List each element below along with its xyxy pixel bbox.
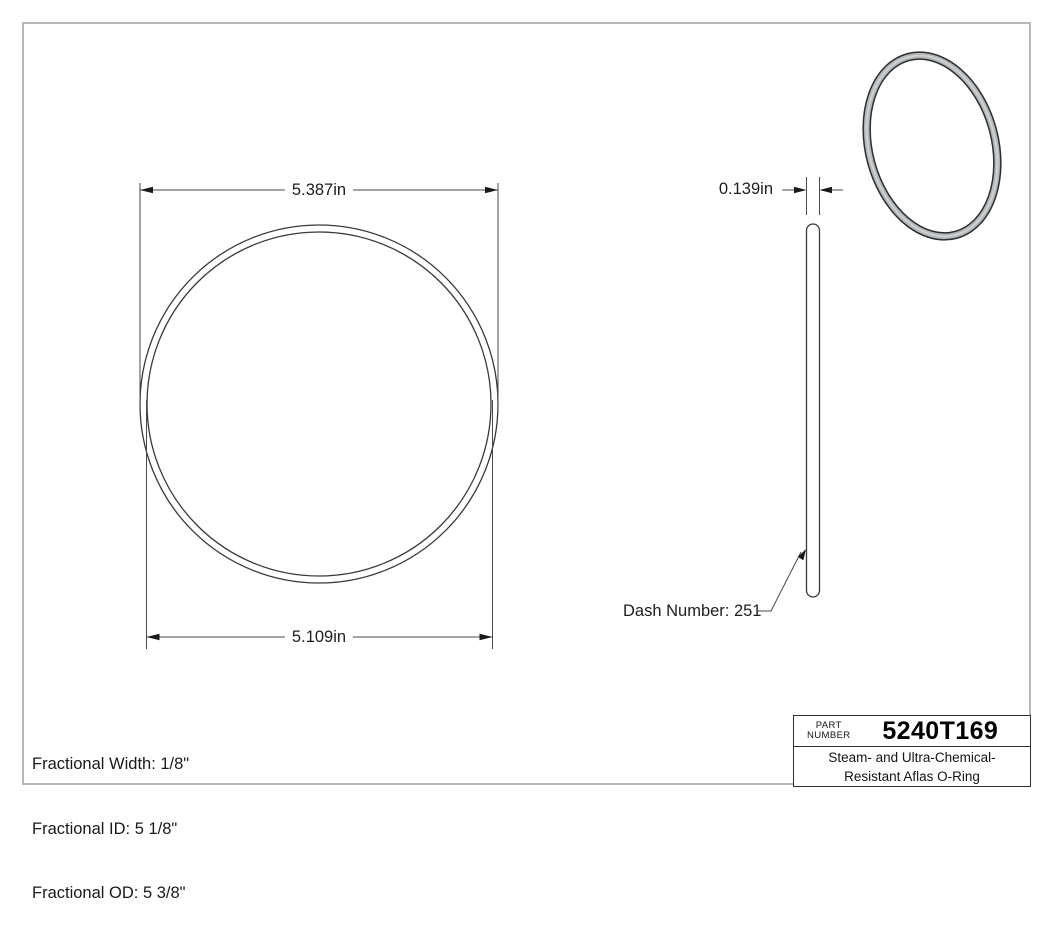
part-description-line1: Steam- and Ultra-Chemical- <box>828 750 996 765</box>
od-arrow-left <box>140 187 153 194</box>
fractional-width-note: Fractional Width: 1/8" <box>32 755 190 773</box>
od-arrow-right <box>485 187 498 194</box>
dash-number-label: Dash Number: 251 <box>623 602 762 620</box>
dash-leader-line <box>757 552 801 611</box>
fractional-id-note: Fractional ID: 5 1/8" <box>32 819 178 838</box>
ring-3d-outline <box>847 41 1016 251</box>
width-dimension-label: 0.139in <box>712 179 780 199</box>
width-dimension <box>782 177 843 215</box>
oring-front-view <box>140 225 498 583</box>
part-description-line2: Resistant Aflas O-Ring <box>844 768 980 784</box>
part-number-label-line1: PART <box>815 720 842 731</box>
od-dimension-label: 5.387in <box>285 180 353 200</box>
ring-3d-highlight <box>847 41 1016 251</box>
oring-3d-view <box>847 41 1016 251</box>
title-block <box>793 715 1031 787</box>
front-view-inner-circle <box>147 232 491 576</box>
part-number-label <box>807 721 851 741</box>
id-arrow-left <box>147 634 160 641</box>
oring-side-view <box>807 224 820 597</box>
fractional-notes <box>32 711 189 948</box>
part-number-label-line2: NUMBER <box>807 730 851 741</box>
width-arrow-left <box>794 187 807 193</box>
ring-3d-tube <box>847 41 1016 251</box>
dash-number-leader <box>757 549 806 611</box>
od-dimension <box>140 183 498 410</box>
id-dimension <box>147 400 493 649</box>
front-view-outer-circle <box>140 225 498 583</box>
fractional-od-note: Fractional OD: 5 3/8" <box>32 884 186 902</box>
part-description <box>794 747 1030 786</box>
width-arrow-right <box>820 187 833 193</box>
title-block-part-row <box>794 716 1030 747</box>
id-dimension-label: 5.109in <box>285 627 353 647</box>
part-number-value: 5240T169 <box>882 716 999 745</box>
dash-leader-arrow <box>798 549 806 560</box>
side-view-capsule <box>807 224 820 597</box>
id-arrow-right <box>480 634 493 641</box>
